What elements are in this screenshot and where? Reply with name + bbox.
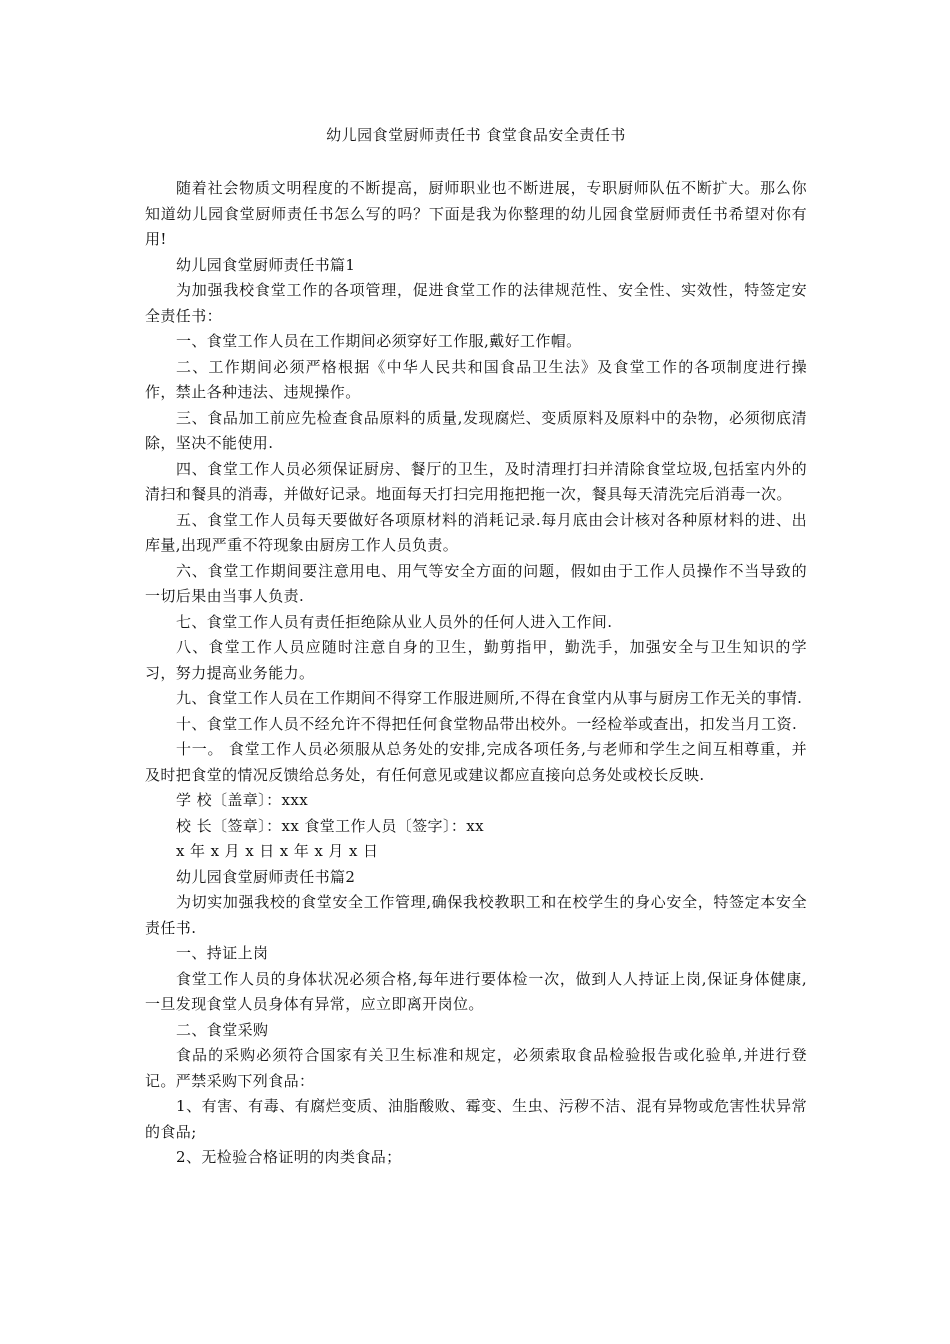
paragraph: 为切实加强我校的食堂安全工作管理,确保我校教职工和在校学生的身心安全，特签定本安全责任书. [145,893,807,937]
subheading: 一、持证上岗 [176,944,269,962]
list-item: 1、有害、有毒、有腐烂变质、油脂酸败、霉变、生虫、污秽不洁、混有异物或危害性状异常的食品; [145,1097,807,1141]
date-line: x 年 x 月 x 日 x 年 x 月 x 日 [176,842,379,860]
clause-item: 十一。 食堂工作人员必须服从总务处的安排,完成各项任务,与老师和学生之间互相尊重，并及时把食堂的情况反馈给总务处，有任何意见或建议都应直接向总务处或校长反映. [145,740,807,784]
section-heading-2: 幼儿园食堂厨师责任书篇2 [176,867,356,886]
clause-item: 三、食品加工前应先检查食品原料的质量,发现腐烂、变质原料及原料中的杂物，必须彻底清除，坚决不能使用. [145,408,807,452]
clause-item: 七、食堂工作人员有责任拒绝除从业人员外的任何人进入工作间. [176,612,613,631]
clause-item: 八、食堂工作人员应随时注意自身的卫生，勤剪指甲，勤洗手，加强安全与卫生知识的学习，努力提高业务能力。 [145,638,807,682]
clause-item: 一、食堂工作人员在工作期间必须穿好工作服,戴好工作帽。 [176,332,582,350]
clause-item: 五、食堂工作人员每天要做好各项原材料的消耗记录.每月底由会计核对各种原材料的进、出库量,出现严重不符现象由厨房工作人员负责。 [145,510,807,554]
paragraph: 食品的采购必须符合国家有关卫生标准和规定，必须索取食品检验报告或化验单,并进行登记。严禁采购下列食品： [145,1046,807,1090]
paragraph: 为加强我校食堂工作的各项管理，促进食堂工作的法律规范性、安全性、实效性，特签定安全责任书： [145,281,807,325]
intro-paragraph: 随着社会物质文明程度的不断提高，厨师职业也不断进展，专职厨师队伍不断扩大。那么你知道幼儿园食堂厨师责任书怎么写的吗？下面是我为你整理的幼儿园食堂厨师责任书希望对你有用! [145,179,807,248]
paragraph: 食堂工作人员的身体状况必须合格,每年进行要体检一次，做到人人持证上岗,保证身体健康,一旦发现食堂人员身体有异常，应立即离开岗位。 [145,969,807,1013]
subheading: 二、食堂采购 [176,1020,269,1039]
clause-item: 六、食堂工作期间要注意用电、用气等安全方面的问题，假如由于工作人员操作不当导致的一切后果由当事人负责. [145,561,807,605]
signature-line: 校 长〔签章〕：xx 食堂工作人员〔签字〕：xx [176,816,484,835]
document-body [145,176,807,1171]
document-title: 幼儿园食堂厨师责任书 食堂食品安全责任书 [326,126,626,144]
clause-item: 四、食堂工作人员必须保证厨房、餐厅的卫生，及时清理打扫并清除食堂垃圾,包括室内外的清扫和餐具的消毒，并做好记录。地面每天打扫完用拖把拖一次，餐具每天清洗完后消毒一次。 [145,459,807,503]
section-heading-1: 幼儿园食堂厨师责任书篇1 [176,255,356,274]
clause-item: 二、工作期间必须严格根据《中华人民共和国食品卫生法》及食堂工作的各项制度进行操作，禁止各种违法、违规操作。 [145,357,807,401]
clause-item: 九、食堂工作人员在工作期间不得穿工作服进厕所,不得在食堂内从事与厨房工作无关的事情. [176,689,803,707]
list-item: 2、无检验合格证明的肉类食品； [176,1148,402,1166]
document-page [145,124,807,1171]
clause-item: 十、食堂工作人员不经允许不得把任何食堂物品带出校外。一经检举或查出，扣发当月工资. [176,714,798,733]
signature-line: 学 校〔盖章〕：xxx [176,791,309,809]
